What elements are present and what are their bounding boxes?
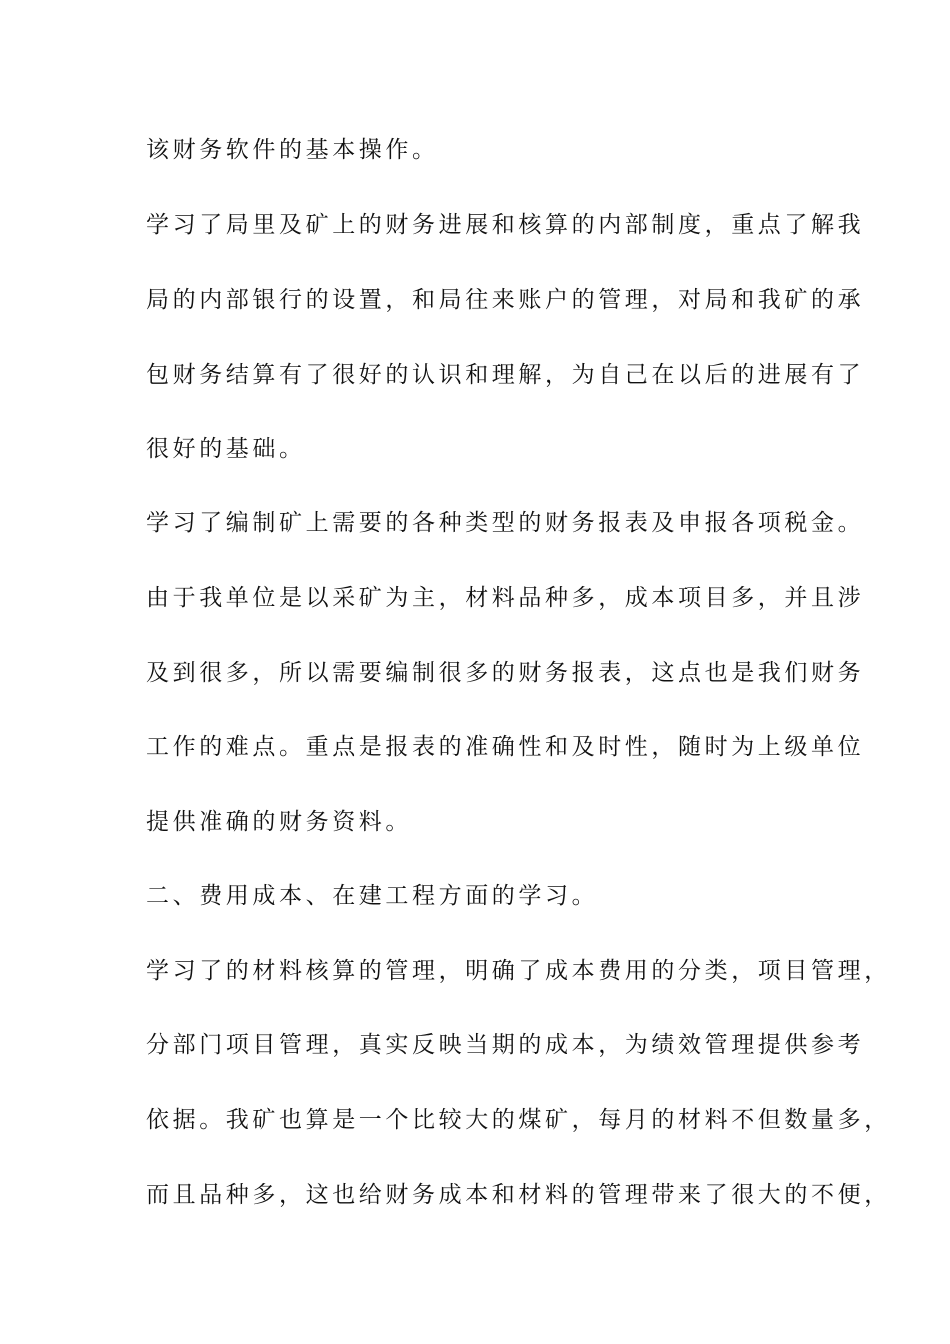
text-line: 学习了的材料核算的管理，明确了成本费用的分类，项目管理， xyxy=(146,958,891,984)
text-line: 包财务结算有了很好的认识和理解，为自己在以后的进展有了 xyxy=(146,362,865,388)
text-line: 学习了编制矿上需要的各种类型的财务报表及申报各项税金。 xyxy=(146,510,865,536)
text-line: 及到很多，所以需要编制很多的财务报表，这点也是我们财务 xyxy=(146,660,865,686)
text-line: 而且品种多，这也给财务成本和材料的管理带来了很大的不便， xyxy=(146,1182,891,1208)
text-line: 局的内部银行的设置，和局往来账户的管理，对局和我矿的承 xyxy=(146,287,865,313)
section-heading: 二、费用成本、在建工程方面的学习。 xyxy=(146,883,599,909)
text-line: 该财务软件的基本操作。 xyxy=(146,137,439,163)
text-line: 很好的基础。 xyxy=(146,436,306,462)
text-line: 分部门项目管理，真实反映当期的成本，为绩效管理提供参考 xyxy=(146,1032,865,1058)
text-line: 依据。我矿也算是一个比较大的煤矿，每月的材料不但数量多， xyxy=(146,1107,891,1133)
text-line: 学习了局里及矿上的财务进展和核算的内部制度，重点了解我 xyxy=(146,212,865,238)
text-line: 提供准确的财务资料。 xyxy=(146,809,412,835)
text-line: 工作的难点。重点是报表的准确性和及时性，随时为上级单位 xyxy=(146,734,865,760)
text-line: 由于我单位是以采矿为主，材料品种多，成本项目多，并且涉 xyxy=(146,585,865,611)
